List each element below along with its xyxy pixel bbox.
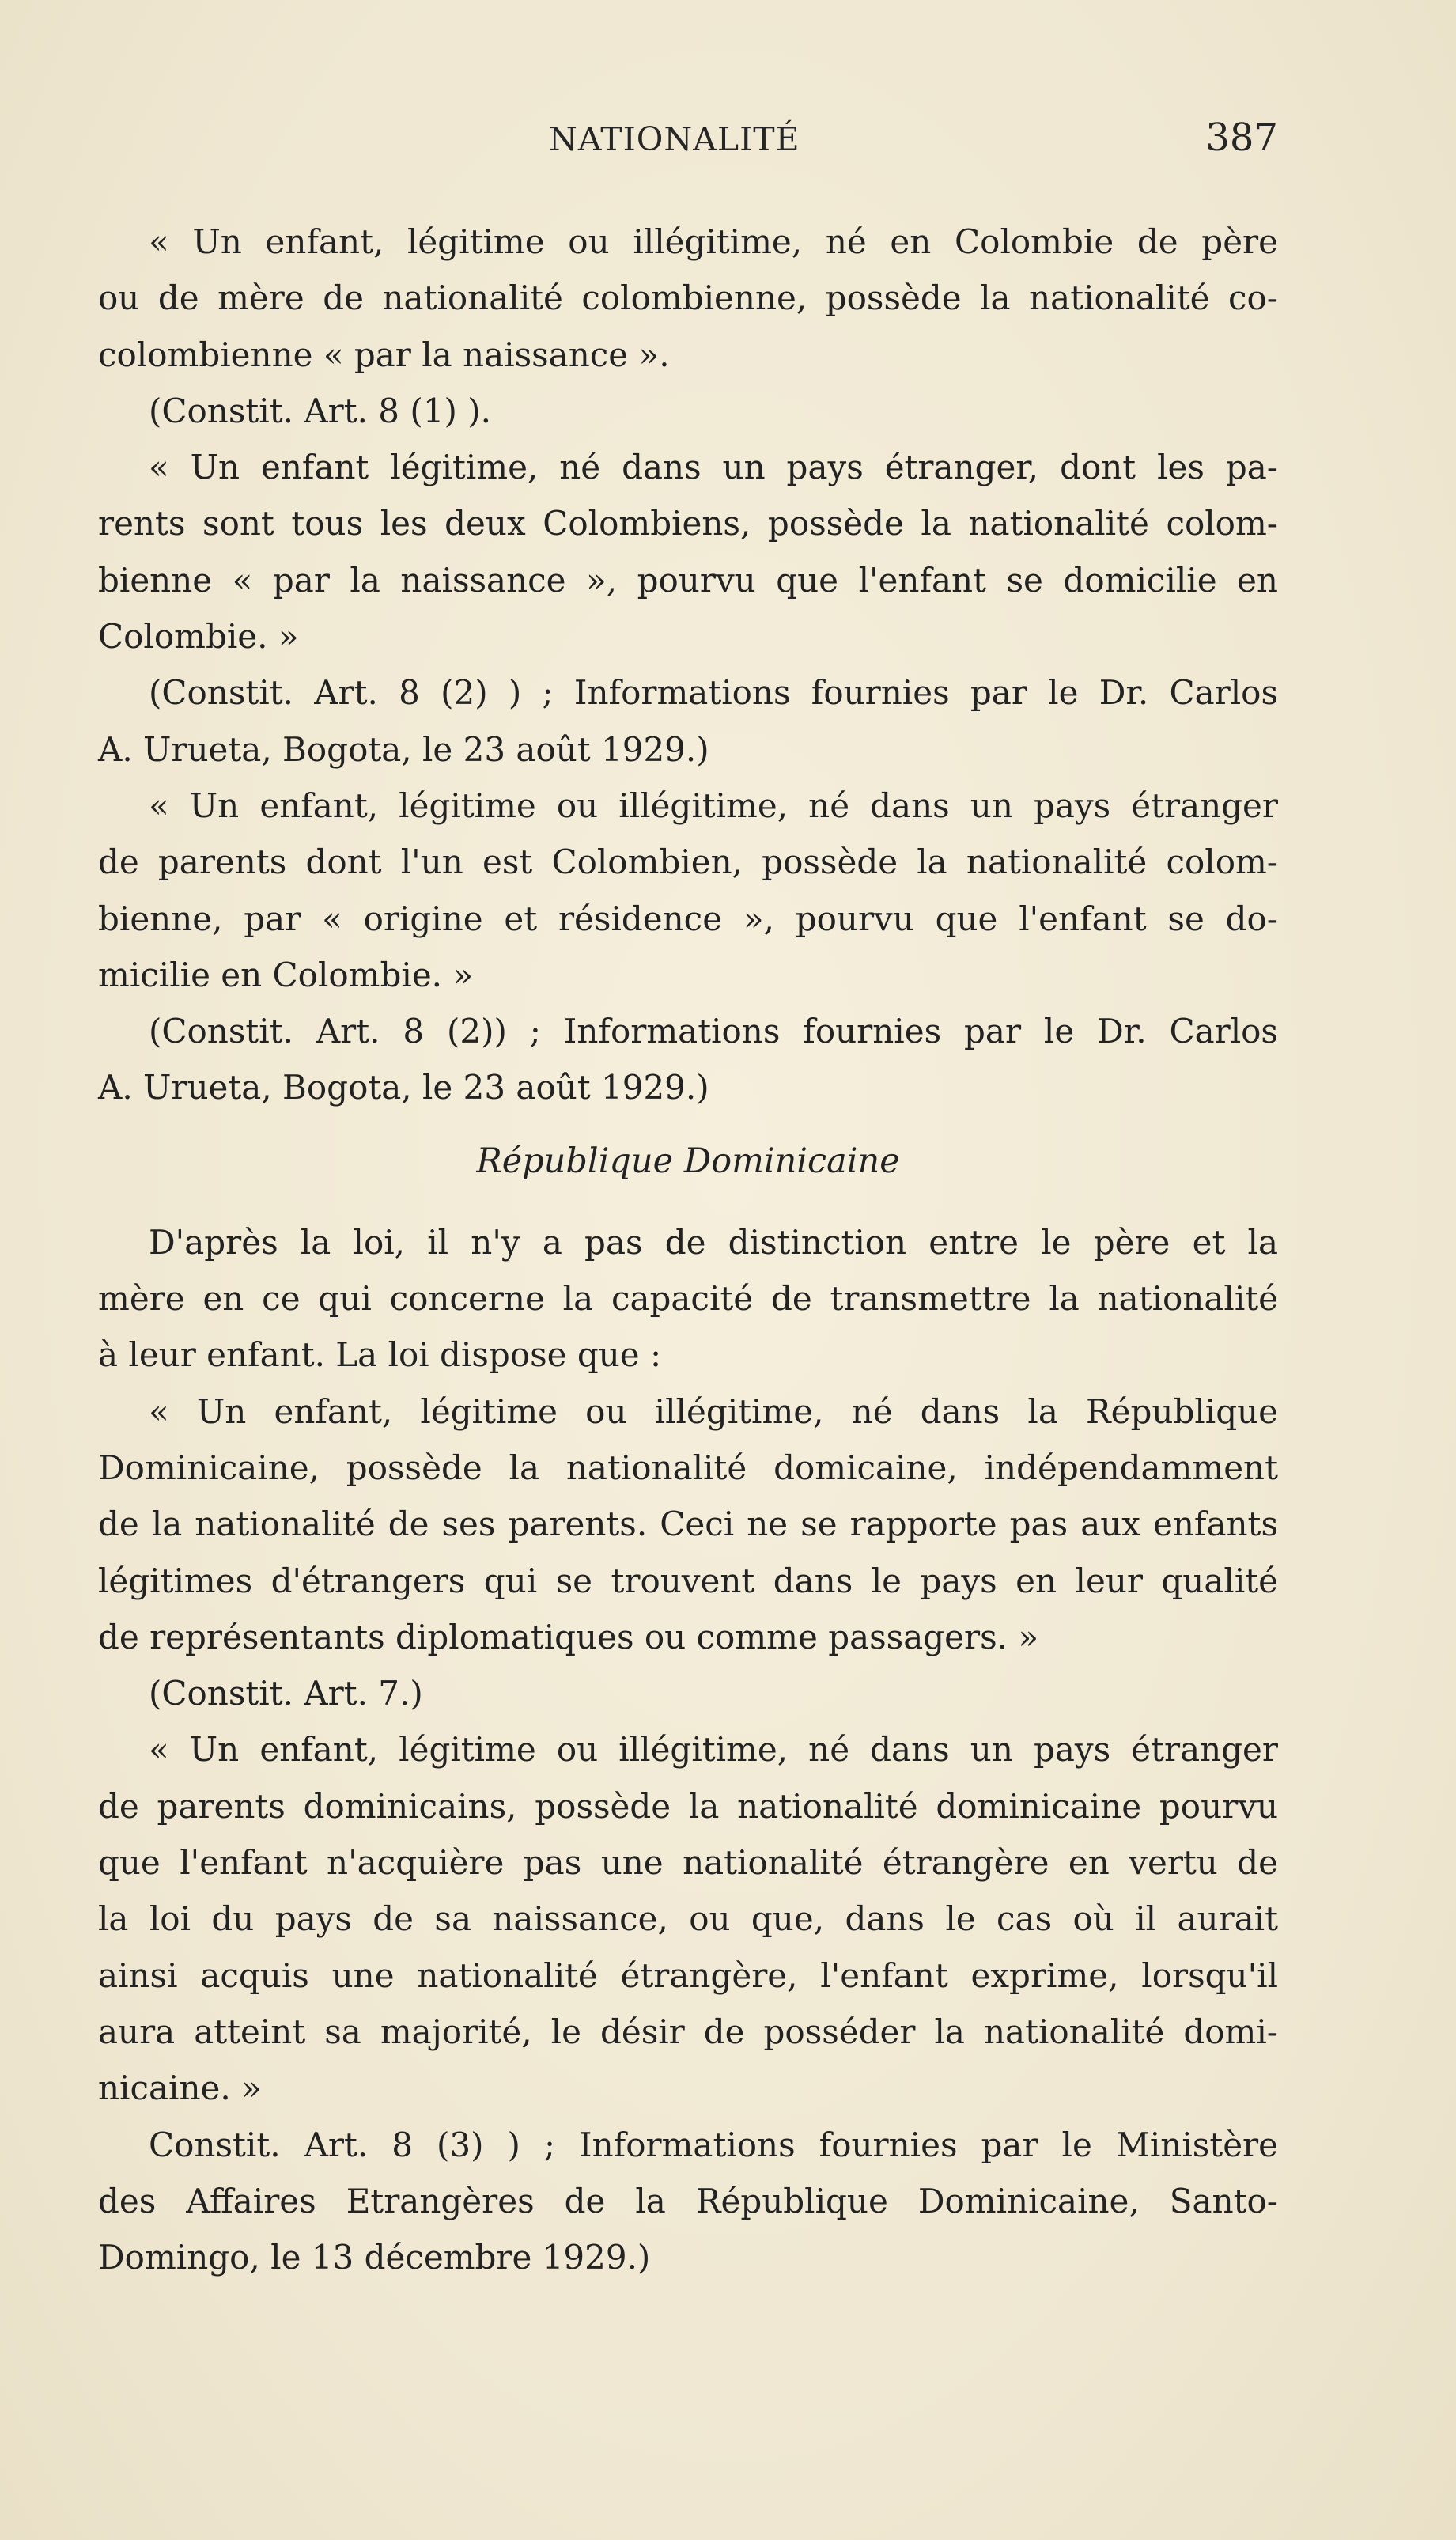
text-line: légitimes d'étrangers qui se trouvent dans le pays en leur qualité [98,1561,1278,1600]
text-line: que l'enfant n'acquière pas une nationalité étrangère en vertu de [98,1843,1278,1883]
text-line: Constit. Art. 8 (3) ) ; Informations fournies par le Ministère [149,2125,1278,2164]
text-line: bienne « par la naissance », pourvu que l'enfant se domicilie en [98,560,1278,600]
text-line: Colombie. » [98,617,299,657]
text-line: (Constit. Art. 8 (2) ) ; Informations fournies par le Dr. Carlos [149,673,1278,713]
section-heading: République Dominicaine [476,1141,900,1181]
text-line: de parents dominicains, possède la nationalité dominicaine pourvu [98,1786,1278,1826]
text-line: ou de mère de nationalité colombienne, possède la nationalité co- [98,278,1278,318]
body-text [98,214,1278,2285]
text-line: Dominicaine, possède la nationalité domicaine, indépendamment [98,1448,1278,1487]
text-line: « Un enfant, légitime ou illégitime, né en Colombie de père [149,222,1278,261]
text-line: Domingo, le 13 décembre 1929.) [98,2238,651,2277]
text-line: ainsi acquis une nationalité étrangère, l'enfant exprime, lorsqu'il [98,1955,1278,1995]
text-line: colombienne « par la naissance ». [98,335,670,374]
text-line: A. Urueta, Bogota, le 23 août 1929.) [98,1068,709,1107]
dominican-republic-section [98,1214,1278,2286]
text-line: « Un enfant, légitime ou illégitime, né dans un pays étranger [149,1730,1278,1770]
text-line: de la nationalité de ses parents. Ceci ne se rapporte pas aux enfants [98,1505,1278,1544]
colombia-section [98,214,1278,1116]
text-line: des Affaires Etrangères de la République Dominicaine, Santo- [98,2181,1278,2220]
page-header [98,111,1278,166]
text-line: « Un enfant, légitime ou illégitime, né dans la République [149,1391,1278,1431]
text-line: « Un enfant légitime, né dans un pays étranger, dont les pa- [149,448,1278,487]
text-line: à leur enfant. La loi dispose que : [98,1335,662,1375]
text-line: de parents dont l'un est Colombien, possède la nationalité colom- [98,842,1278,882]
text-line: « Un enfant, légitime ou illégitime, né dans un pays étranger [149,785,1278,825]
text-line: de représentants diplomatiques ou comme passagers. » [98,1617,1039,1656]
text-line: la loi du pays de sa naissance, ou que, dans le cas où il aurait [98,1899,1278,1939]
text-line: aura atteint sa majorité, le désir de posséder la nationalité domi- [98,2012,1278,2051]
text-line: A. Urueta, Bogota, le 23 août 1929.) [98,729,709,769]
text-line: nicaine. » [98,2069,262,2108]
text-line: (Constit. Art. 8 (1) ). [149,391,491,430]
text-line: bienne, par « origine et résidence », pourvu que l'enfant se do- [98,899,1278,938]
text-line: (Constit. Art. 7.) [149,1674,423,1713]
text-line: D'après la loi, il n'y a pas de distinction entre le père et la [149,1222,1278,1262]
text-line: (Constit. Art. 8 (2)) ; Informations fournies par le Dr. Carlos [149,1012,1278,1051]
text-line: micilie en Colombie. » [98,955,474,994]
text-line: mère en ce qui concerne la capacité de transmettre la nationalité [98,1279,1278,1319]
page-number: 387 [1205,115,1278,160]
running-title: NATIONALITÉ [549,120,800,158]
text-line: rents sont tous les deux Colombiens, possède la nationalité colom- [98,504,1278,543]
